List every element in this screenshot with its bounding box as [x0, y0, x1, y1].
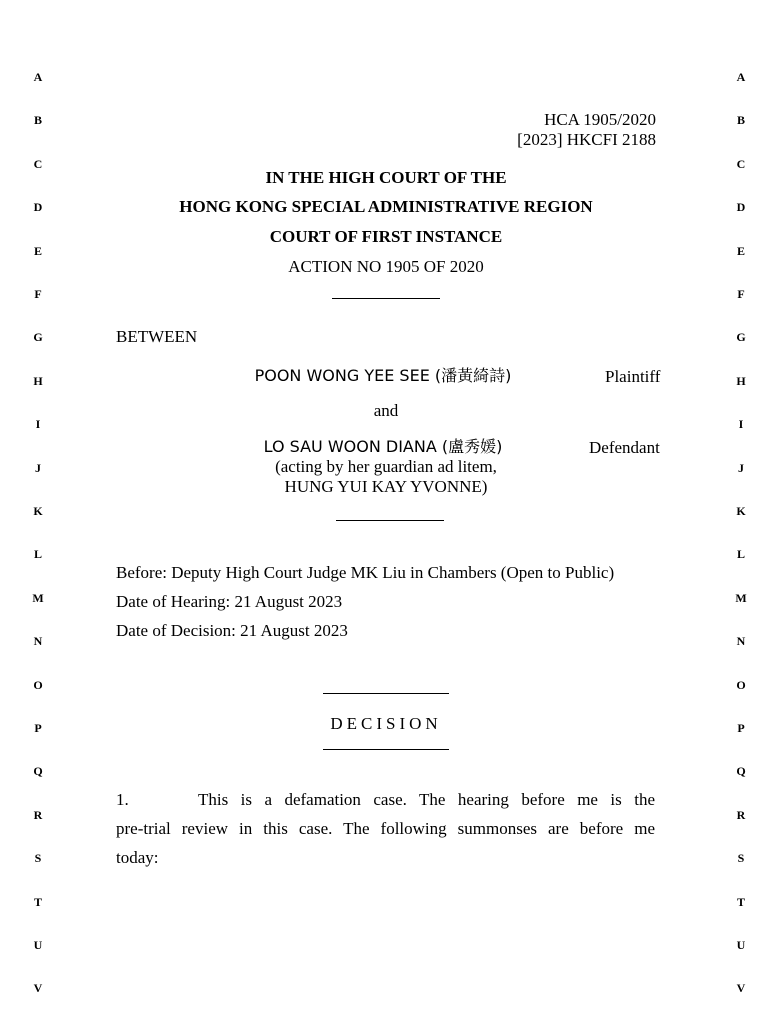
margin-letter-p: P [737, 721, 745, 735]
margin-letter-b: B [33, 113, 42, 128]
margin-letter-b: B [736, 113, 745, 128]
margin-letter-m: M [32, 590, 44, 605]
margin-letter-u: U [736, 938, 746, 952]
margin-letter-q: Q [33, 764, 43, 779]
heading-divider [332, 298, 440, 299]
paragraph-number: 1. [116, 790, 129, 809]
margin-letter-v: V [33, 981, 43, 996]
date-of-hearing: Date of Hearing: 21 August 2023 [116, 592, 343, 611]
margin-letter-g: G [33, 330, 43, 345]
margin-letter-c: C [33, 156, 43, 171]
court-heading-line2: HONG KONG SPECIAL ADMINISTRATIVE REGION [179, 197, 593, 216]
date-of-decision: Date of Decision: 21 August 2023 [116, 621, 348, 640]
margin-letter-v: V [736, 981, 746, 996]
margin-letter-k: K [33, 504, 43, 518]
court-heading-line3: COURT OF FIRST INSTANCE [269, 227, 503, 246]
right-margin-letters [731, 0, 751, 1024]
decision-title: DECISION [330, 714, 442, 733]
margin-letter-r: R [736, 807, 746, 822]
margin-letter-e: E [736, 243, 745, 258]
margin-letter-i: I [738, 417, 744, 432]
margin-letter-o: O [33, 677, 43, 692]
between-label: BETWEEN [116, 327, 198, 346]
paragraph-1-line1 [116, 785, 655, 814]
defendant-name: LO SAU WOON DIANA (盧秀媛) [263, 437, 503, 456]
left-margin-letters [28, 0, 48, 1024]
paragraph-1-text-line1: This is a defamation case. The hearing before me is the [198, 790, 655, 809]
guardian-line2: HUNG YUI KAY YVONNE) [284, 477, 488, 496]
margin-letter-q: Q [736, 764, 746, 779]
decision-bottom-rule [323, 749, 449, 750]
action-number: ACTION NO 1905 OF 2020 [288, 257, 484, 276]
margin-letter-d: D [736, 200, 746, 215]
margin-letter-t: T [736, 894, 745, 909]
parties-divider [336, 520, 444, 521]
margin-letter-c: C [736, 156, 746, 171]
margin-letter-m: M [735, 590, 747, 605]
margin-letter-o: O [736, 677, 746, 692]
margin-letter-j: J [738, 460, 744, 475]
margin-letter-r: R [33, 807, 43, 822]
margin-letter-k: K [736, 504, 746, 518]
margin-letter-l: L [736, 547, 745, 562]
margin-letter-f: F [737, 287, 745, 301]
margin-letter-h: H [736, 373, 746, 388]
margin-letter-l: L [33, 547, 42, 562]
margin-letter-u: U [33, 938, 43, 952]
margin-letter-j: J [35, 460, 41, 475]
court-heading-line1: IN THE HIGH COURT OF THE [265, 168, 507, 187]
margin-letter-f: F [34, 287, 42, 301]
margin-letter-i: I [35, 417, 41, 432]
paragraph-1 [116, 785, 655, 872]
case-number: HCA 1905/2020 [544, 110, 656, 129]
margin-letter-d: D [33, 200, 43, 215]
margin-letter-s: S [34, 851, 42, 866]
margin-letter-a: A [736, 70, 746, 84]
plaintiff-role: Plaintiff [605, 367, 661, 386]
defendant-role: Defendant [589, 438, 660, 457]
plaintiff-name: POON WONG YEE SEE (潘黃綺詩) [254, 366, 512, 385]
before-judge: Before: Deputy High Court Judge MK Liu in Chambers (Open to Public) [116, 563, 615, 582]
guardian-line1: (acting by her guardian ad litem, [275, 457, 497, 476]
margin-letter-s: S [737, 851, 745, 866]
margin-letter-e: E [33, 243, 42, 258]
margin-letter-t: T [33, 894, 42, 909]
decision-top-rule [323, 693, 449, 694]
margin-letter-n: N [736, 634, 746, 649]
and-label: and [373, 401, 399, 420]
neutral-citation: [2023] HKCFI 2188 [517, 130, 656, 149]
margin-letter-a: A [33, 70, 43, 84]
paragraph-1-line3: today: [116, 848, 159, 867]
margin-letter-h: H [33, 373, 43, 388]
margin-letter-p: P [34, 721, 42, 735]
margin-letter-n: N [33, 634, 43, 649]
paragraph-1-line2: pre-trial review in this case. The following summonses are before me [116, 819, 655, 838]
margin-letter-g: G [736, 330, 746, 345]
